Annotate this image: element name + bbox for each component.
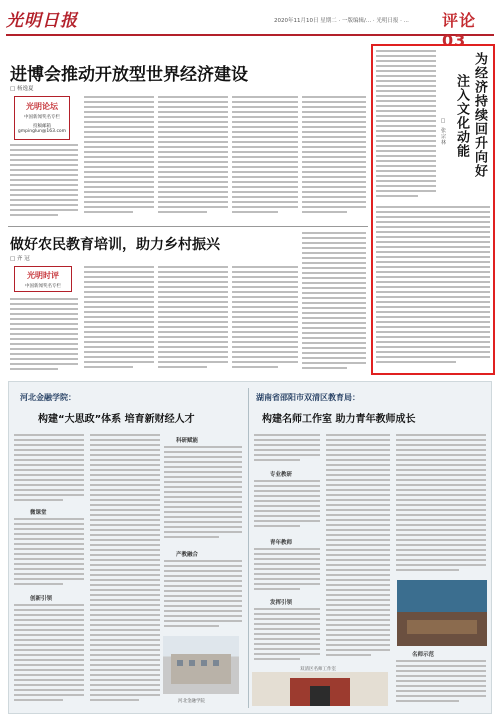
featured-byline: □ 张宗林: [440, 118, 446, 146]
article1-text-col-1: [10, 144, 78, 218]
right-feature-title: 构建名师工作室 助力青年教师成长: [262, 414, 416, 425]
right-text-5: [326, 434, 390, 664]
right-text-7: [396, 660, 486, 708]
article2-text-col-1: [10, 298, 78, 372]
featured-title-line-1: 为经济持续回升向好: [472, 52, 487, 178]
forum-box-title: 光明论坛: [26, 102, 58, 111]
left-text-4: [90, 434, 160, 708]
right-text-4: [254, 608, 320, 664]
featured-title-line-2: 注入文化动能: [454, 74, 469, 158]
left-heading-1: 微课堂: [30, 510, 47, 516]
school-building-photo: [163, 636, 239, 694]
left-feature-title: 构建“大思政”体系 培育新财经人才: [38, 414, 195, 425]
mid-text-2: [164, 560, 242, 630]
forum-box-line-1: 投稿邮箱: [33, 124, 51, 129]
right-text-1: [254, 434, 320, 466]
featured-text-top: [376, 50, 436, 200]
article2-text-col-5: [302, 232, 366, 372]
left-text-1: [14, 434, 84, 504]
article2-text-col-3: [158, 266, 228, 372]
school-photo-caption: 河北金融学院: [178, 699, 205, 704]
article2-text-col-2: [84, 266, 154, 372]
featured-text-bottom: [376, 206, 490, 370]
article1-text-col-4: [232, 96, 298, 218]
article1-text-col-2: [84, 96, 154, 218]
comment-box-subtitle: 中国新闻奖名专栏: [25, 284, 61, 289]
article2-headline: 做好农民教育培训，助力乡村振兴: [10, 237, 220, 253]
mid-text-1: [164, 446, 242, 544]
comment-box: [14, 266, 72, 292]
right-heading-1: 专业教研: [270, 472, 293, 478]
lower-column-divider: [248, 388, 249, 708]
gate-photo-caption: 双清区名师工作室: [300, 667, 336, 672]
forum-box: [14, 96, 70, 140]
masthead: [6, 4, 494, 50]
newspaper-logo: 光明日报: [6, 11, 78, 31]
right-heading-3: 发挥引领: [270, 600, 293, 606]
right-section-label: 湖南省邵阳市双清区教育局：: [256, 393, 360, 402]
forum-box-subtitle: 中国新闻奖名专栏: [24, 115, 60, 120]
right-heading-4: 名师示范: [412, 652, 435, 658]
article-divider: [8, 226, 368, 227]
mid-heading-2: 产教融合: [176, 552, 199, 558]
dateline: 2020年11月10日 星期二 · 一版编辑/... · 光明日报 · ...: [274, 18, 409, 24]
article1-text-col-5: [302, 96, 366, 218]
forum-box-line-2: gmpinglun@163.com: [17, 129, 67, 134]
left-text-3: [14, 604, 84, 708]
right-text-2: [254, 480, 320, 534]
classroom-photo: [397, 580, 487, 646]
article1-byline: □ 杨逸夏: [10, 86, 34, 92]
right-text-3: [254, 548, 320, 594]
comment-box-title: 光明时评: [27, 271, 59, 280]
right-text-6: [396, 434, 486, 574]
article2-byline: □ 齐 冠: [10, 256, 30, 262]
school-gate-photo: [252, 672, 388, 706]
article2-text-col-4: [232, 266, 298, 372]
section-tag: 评论 03: [442, 11, 477, 50]
left-text-2: [14, 518, 84, 588]
mid-heading-1: 科研赋能: [176, 438, 199, 444]
left-heading-2: 创新引领: [30, 596, 53, 602]
left-section-label: 河北金融学院：: [20, 393, 76, 402]
right-heading-2: 青年教师: [270, 540, 293, 546]
article1-text-col-3: [158, 96, 228, 218]
article1-headline: 进博会推动开放型世界经济建设: [10, 65, 248, 85]
